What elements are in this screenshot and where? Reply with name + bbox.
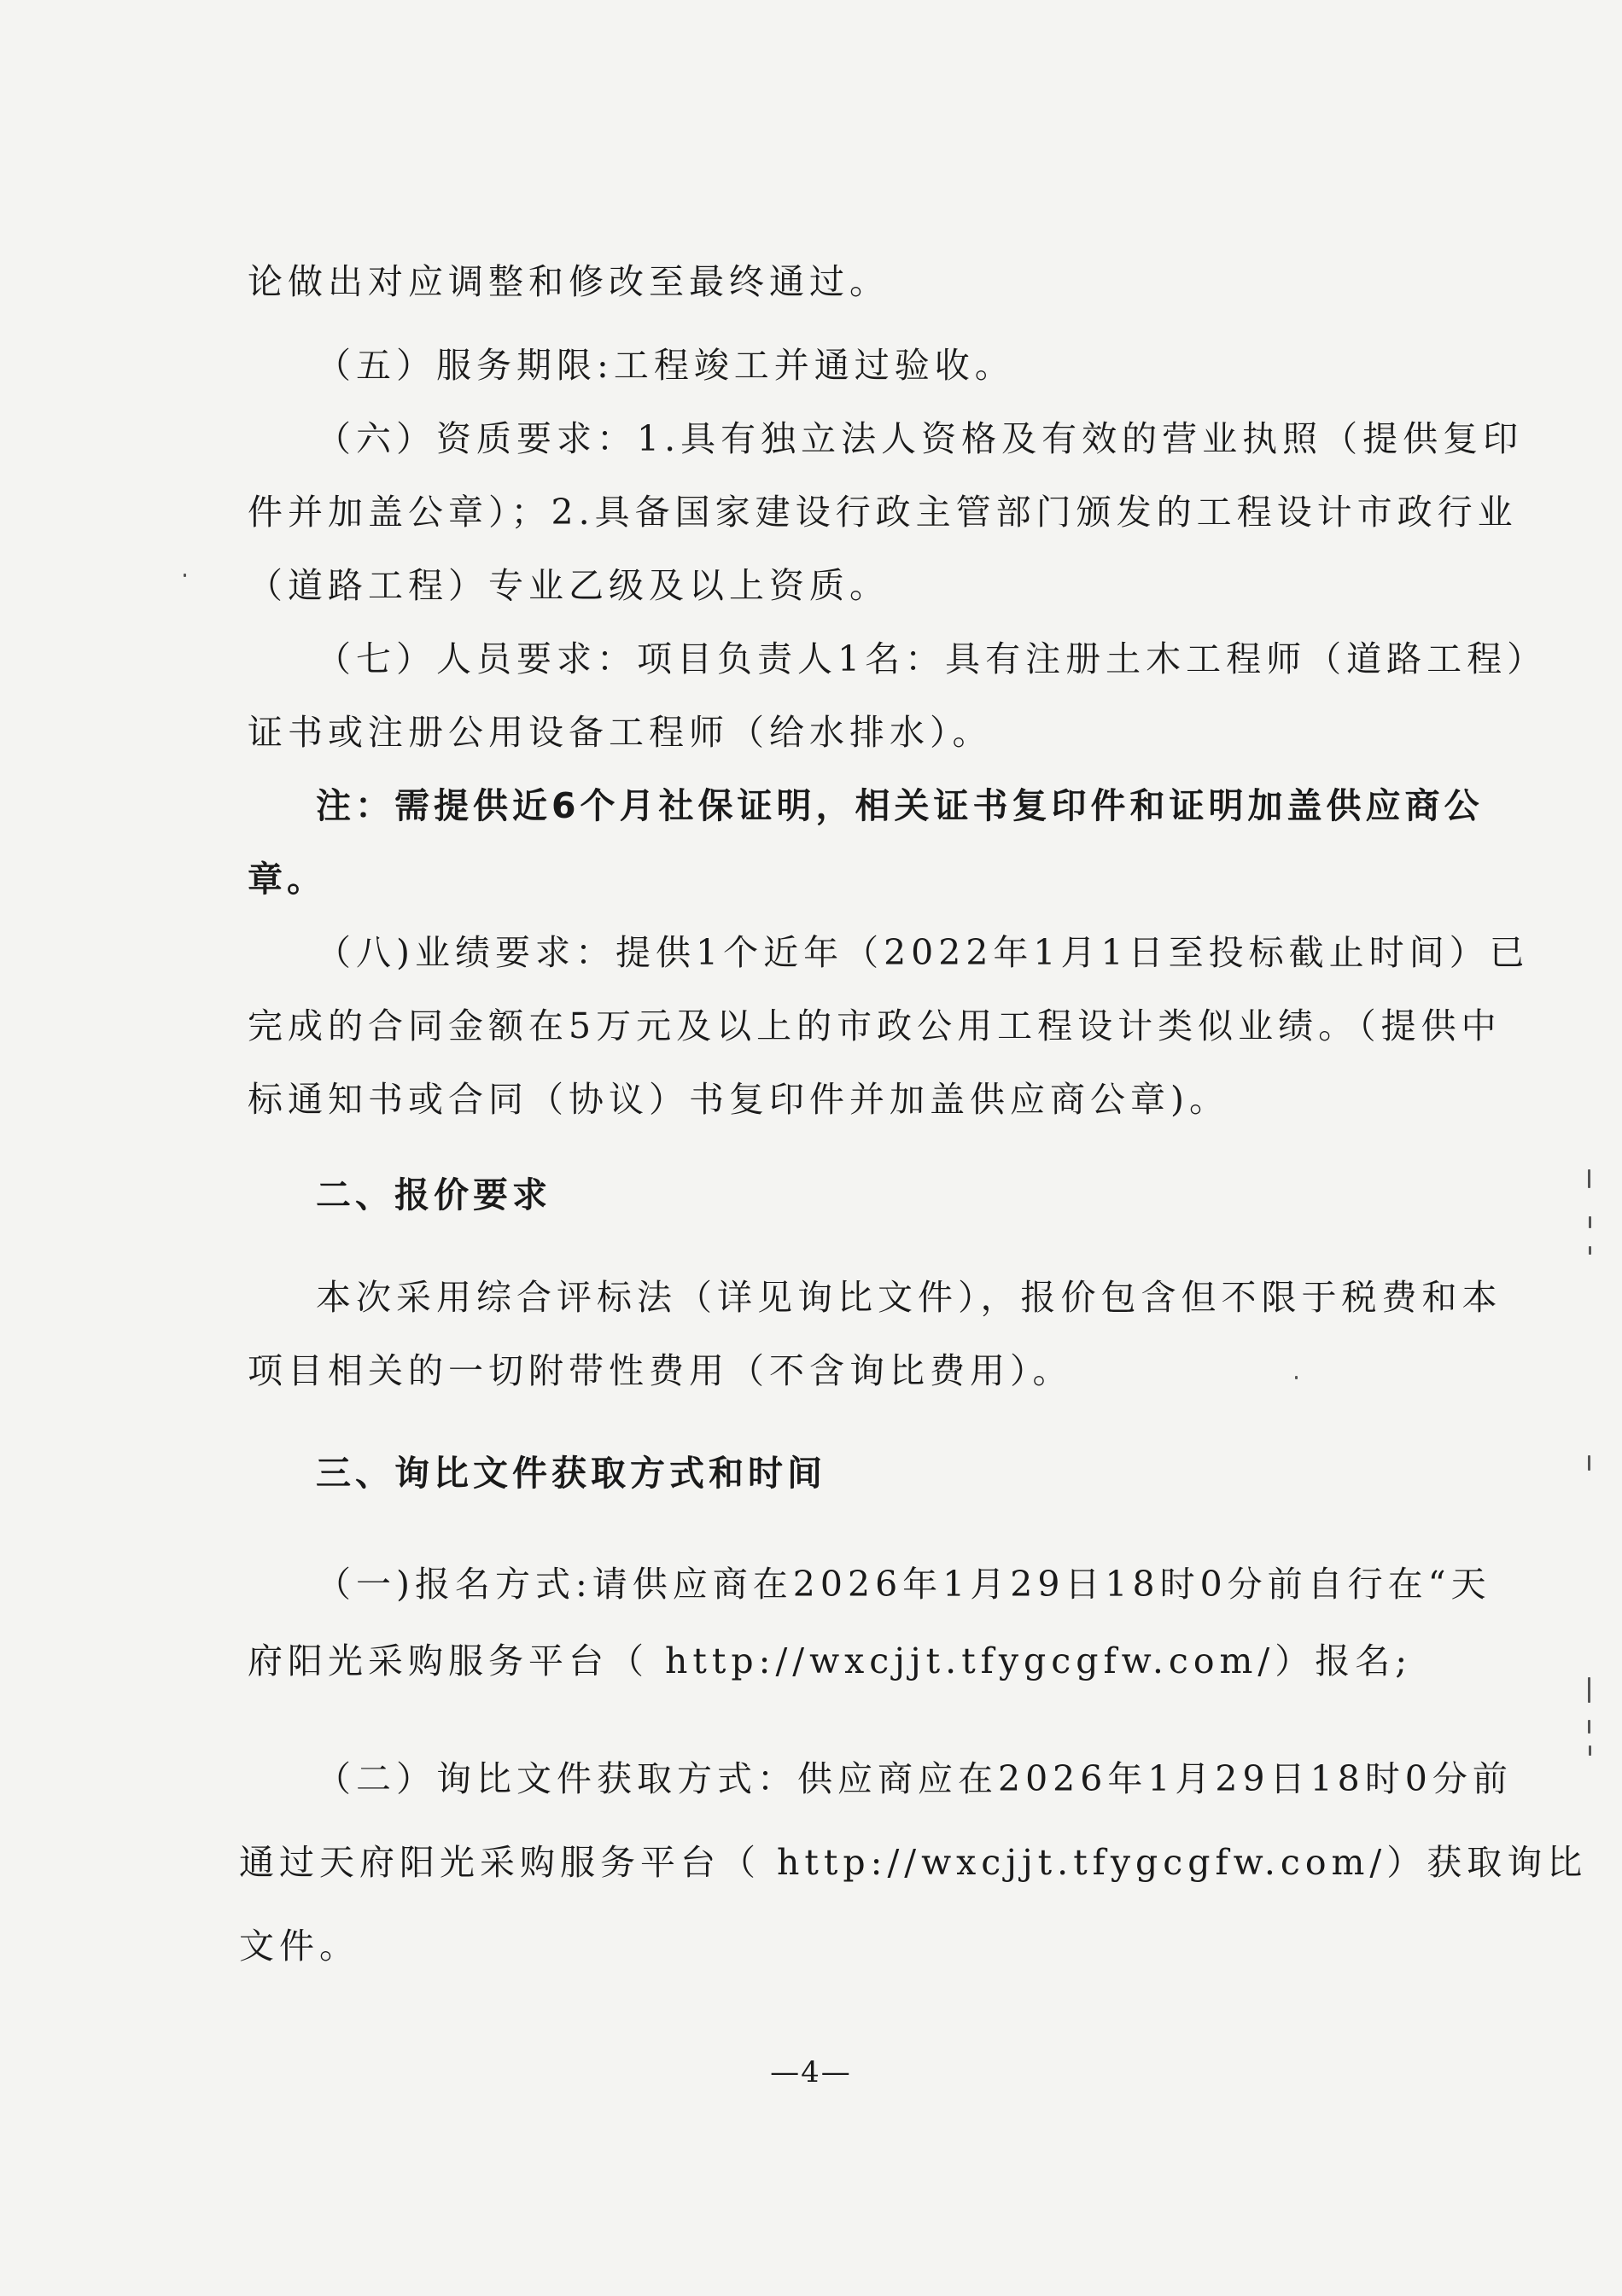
scan-speck xyxy=(1588,1169,1590,1188)
note-line: 注：需提供近6个月社保证明，相关证书复印件和证明加盖供应商公 xyxy=(316,785,1484,826)
paragraph-line: 项目相关的一切附带性费用（不含询比费用）。 xyxy=(248,1350,1073,1391)
section-service-period: （五）服务期限:工程竣工并通过验收。 xyxy=(316,345,1015,386)
paragraph-line: 完成的合同金额在5万元及以上的市政公用工程设计类似业绩。（提供中 xyxy=(248,1005,1502,1046)
paragraph-line: 论做出对应调整和修改至最终通过。 xyxy=(248,261,890,302)
scan-speck xyxy=(184,574,186,577)
section-acquisition: （二）询比文件获取方式：供应商应在2026年1月29日18时0分前 xyxy=(316,1758,1513,1799)
section-performance: （八)业绩要求：提供1个近年（2022年1月1日至投标截止时间）已 xyxy=(316,932,1530,973)
scan-speck xyxy=(1588,1455,1590,1471)
section-qualification: （六）资质要求：1.具有独立法人资格及有效的营业执照（提供复印 xyxy=(316,418,1524,459)
scan-speck xyxy=(1589,1246,1591,1255)
paragraph-line: 文件。 xyxy=(239,1926,359,1967)
paragraph-line: 本次采用综合评标法（详见询比文件），报价包含但不限于税费和本 xyxy=(316,1277,1502,1318)
scan-speck xyxy=(1588,1677,1590,1703)
section-personnel: （七）人员要求：项目负责人1名：具有注册土木工程师（道路工程） xyxy=(316,638,1548,679)
paragraph-line: （道路工程）专业乙级及以上资质。 xyxy=(248,565,890,606)
scan-speck xyxy=(1588,1720,1590,1734)
paragraph-line: 件并加盖公章）；2.具备国家建设行政主管部门颁发的工程设计市政行业 xyxy=(248,492,1518,533)
scan-speck xyxy=(1589,1216,1591,1228)
paragraph-line-with-link: 府阳光采购服务平台（ http://wxcjjt.tfygcgfw.com/）报名; xyxy=(248,1640,1413,1681)
scan-speck xyxy=(1295,1376,1298,1379)
page-number: —4— xyxy=(770,2055,852,2089)
note-line: 章。 xyxy=(248,859,326,900)
heading-documents: 三、询比文件获取方式和时间 xyxy=(316,1453,826,1494)
scan-speck xyxy=(1589,1745,1591,1756)
paragraph-line: 标通知书或合同（协议）书复印件并加盖供应商公章)。 xyxy=(248,1079,1229,1120)
paragraph-line: 证书或注册公用设备工程师（给水排水）。 xyxy=(248,712,993,753)
paragraph-line-with-link: 通过天府阳光采购服务平台（ http://wxcjjt.tfygcgfw.com/）获取询比 xyxy=(239,1842,1588,1883)
section-registration: （一)报名方式:请供应商在2026年1月29日18时0分前自行在“天 xyxy=(316,1564,1491,1605)
heading-quotation: 二、报价要求 xyxy=(316,1174,551,1215)
